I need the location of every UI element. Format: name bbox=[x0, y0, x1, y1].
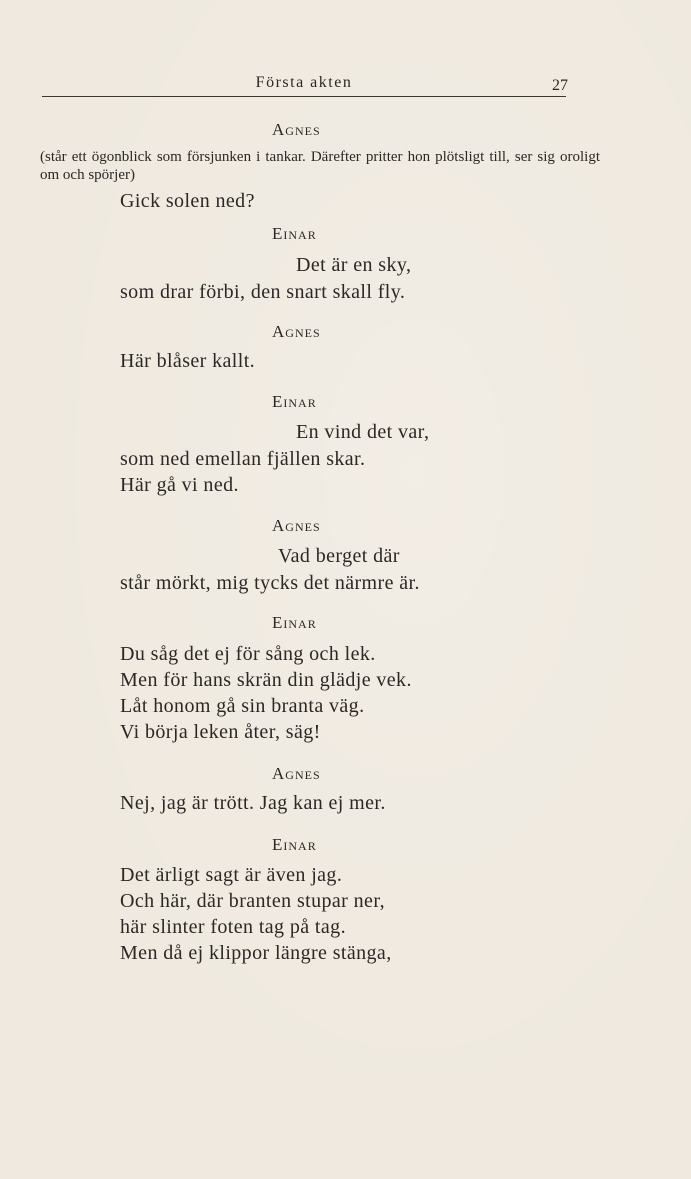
verse-line: som drar förbi, den snart skall fly. bbox=[120, 281, 406, 303]
verse-line: En vind det var, bbox=[296, 421, 430, 443]
verse-line: Vi börja leken åter, säg! bbox=[120, 721, 321, 743]
speaker-name: Agnes bbox=[272, 764, 321, 783]
speaker-name: Agnes bbox=[272, 120, 321, 139]
verse-line: Gick solen ned? bbox=[120, 190, 255, 212]
speaker-name: Einar bbox=[272, 224, 317, 243]
verse-line: Det ärligt sagt är även jag. bbox=[120, 864, 343, 886]
speaker-name: Einar bbox=[272, 613, 317, 632]
verse-line: Och här, där branten stupar ner, bbox=[120, 890, 385, 912]
page-number: 27 bbox=[552, 77, 568, 94]
verse-line: som ned emellan fjällen skar. bbox=[120, 448, 366, 470]
verse-line: Men då ej klippor längre stänga, bbox=[120, 942, 392, 964]
verse-line: Låt honom gå sin branta väg. bbox=[120, 695, 365, 717]
verse-line: Du såg det ej för sång och lek. bbox=[120, 643, 376, 665]
stage-direction: (står ett ögonblick som försjunken i tankar. Därefter pritter hon plötsligt till, ser sig oroligt om och spörjer) bbox=[40, 149, 600, 183]
verse-line: Nej, jag är trött. Jag kan ej mer. bbox=[120, 792, 386, 814]
speaker-name: Agnes bbox=[272, 322, 321, 341]
running-header bbox=[42, 74, 566, 97]
verse-line: Här gå vi ned. bbox=[120, 474, 239, 496]
header-title: Första akten bbox=[255, 74, 353, 91]
verse-line: här slinter foten tag på tag. bbox=[120, 916, 346, 938]
speaker-name: Einar bbox=[272, 392, 317, 411]
verse-line: Här blåser kallt. bbox=[120, 350, 256, 372]
speaker-name: Agnes bbox=[272, 516, 321, 535]
verse-line: Vad berget där bbox=[278, 545, 400, 567]
verse-line: står mörkt, mig tycks det närmre är. bbox=[120, 572, 420, 594]
verse-line: Men för hans skrän din glädje vek. bbox=[120, 669, 412, 691]
verse-line: Det är en sky, bbox=[296, 254, 412, 276]
speaker-name: Einar bbox=[272, 835, 317, 854]
